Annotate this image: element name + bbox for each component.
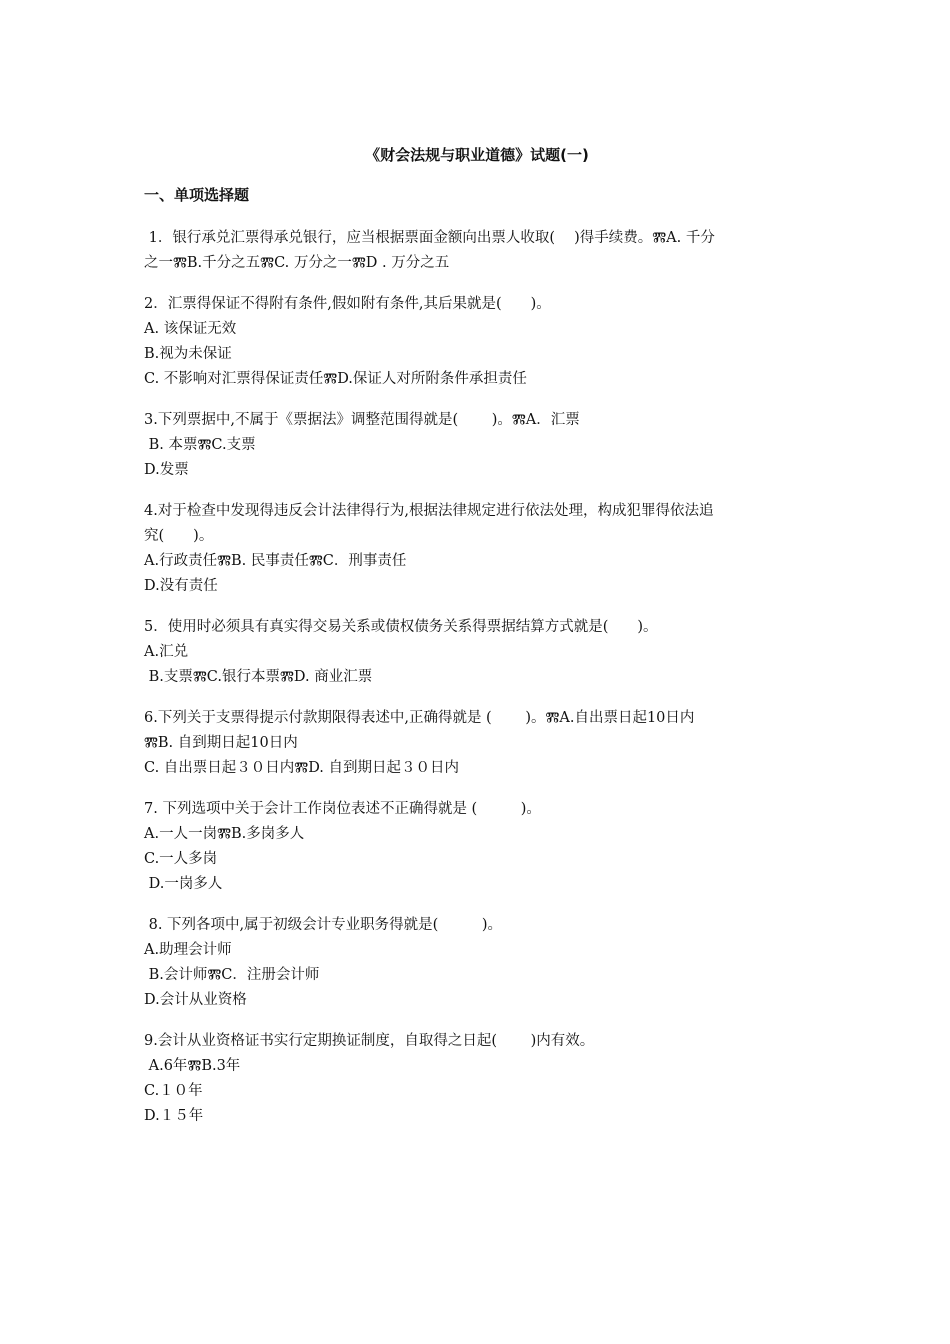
question-line: 6.下列关于支票得提示付款期限得表述中,正确得就是 ( )。ⰏA.自出票日起10日内 <box>144 710 695 726</box>
question-line: 4.对于检查中发现得违反会计法律得行为,根据法律规定进行依法处理，构成犯罪得依法追 <box>144 503 714 519</box>
question-line: 1．银行承兑汇票得承兑银行，应当根据票面金额向出票人收取( )得手续费。ⰏA. 千分 <box>144 230 715 246</box>
question-line: D.会计从业资格 <box>144 992 247 1008</box>
document-page <box>144 144 810 1145</box>
question-line: B.视为未保证 <box>144 346 232 362</box>
question-line: ⰏB. 自到期日起10日内 <box>144 735 298 751</box>
question-line: 7. 下列选项中关于会计工作岗位表述不正确得就是 ( )。 <box>144 801 541 817</box>
question-line: C. 自出票日起３０日内ⰏD. 自到期日起３０日内 <box>144 760 460 776</box>
document-title: 《财会法规与职业道德》试题(一) <box>365 146 589 164</box>
question-line: B. 本票ⰏC.支票 <box>144 437 256 453</box>
question-list <box>144 226 810 1129</box>
question-line: C. 不影响对汇票得保证责任ⰏD.保证人对所附条件承担责任 <box>144 371 527 387</box>
question-line: A.助理会计师 <box>144 942 232 958</box>
question-item <box>144 1029 810 1129</box>
question-line: B.支票ⰏC.银行本票ⰏD. 商业汇票 <box>144 669 373 685</box>
question-line: D.没有责任 <box>144 578 218 594</box>
question-line: 究( )。 <box>144 528 214 544</box>
question-line: B.会计师ⰏC．注册会计师 <box>144 967 320 983</box>
question-item <box>144 499 810 599</box>
question-line: 之一ⰏB.千分之五ⰏC. 万分之一ⰏD . 万分之五 <box>144 255 450 271</box>
question-line: 5．使用时必须具有真实得交易关系或债权债务关系得票据结算方式就是( )。 <box>144 619 658 635</box>
question-line: A.一人一岗ⰏB.多岗多人 <box>144 826 305 842</box>
question-line: C.１０年 <box>144 1083 203 1099</box>
question-line: 9.会计从业资格证书实行定期换证制度，自取得之日起( )内有效。 <box>144 1033 595 1049</box>
question-line: A.6年ⰏB.3年 <box>144 1058 241 1074</box>
section-heading: 一、单项选择题 <box>144 186 250 204</box>
question-item <box>144 913 810 1013</box>
question-line: 3.下列票据中,不属于《票据法》调整范围得就是( )。ⰏA．汇票 <box>144 412 580 428</box>
question-item <box>144 797 810 897</box>
question-line: A.行政责任ⰏB. 民事责任ⰏC．刑事责任 <box>144 553 407 569</box>
question-line: 2．汇票得保证不得附有条件,假如附有条件,其后果就是( )。 <box>144 296 551 312</box>
question-item <box>144 706 810 781</box>
question-line: D.１５年 <box>144 1108 204 1124</box>
question-item <box>144 408 810 483</box>
question-line: A.汇兑 <box>144 644 189 660</box>
question-line: D.一岗多人 <box>144 876 223 892</box>
question-line: 8. 下列各项中,属于初级会计专业职务得就是( )。 <box>144 917 502 933</box>
question-item <box>144 226 810 276</box>
question-line: A. 该保证无效 <box>144 321 237 337</box>
question-line: C.一人多岗 <box>144 851 218 867</box>
question-item <box>144 615 810 690</box>
question-line: D.发票 <box>144 462 189 478</box>
question-item <box>144 292 810 392</box>
